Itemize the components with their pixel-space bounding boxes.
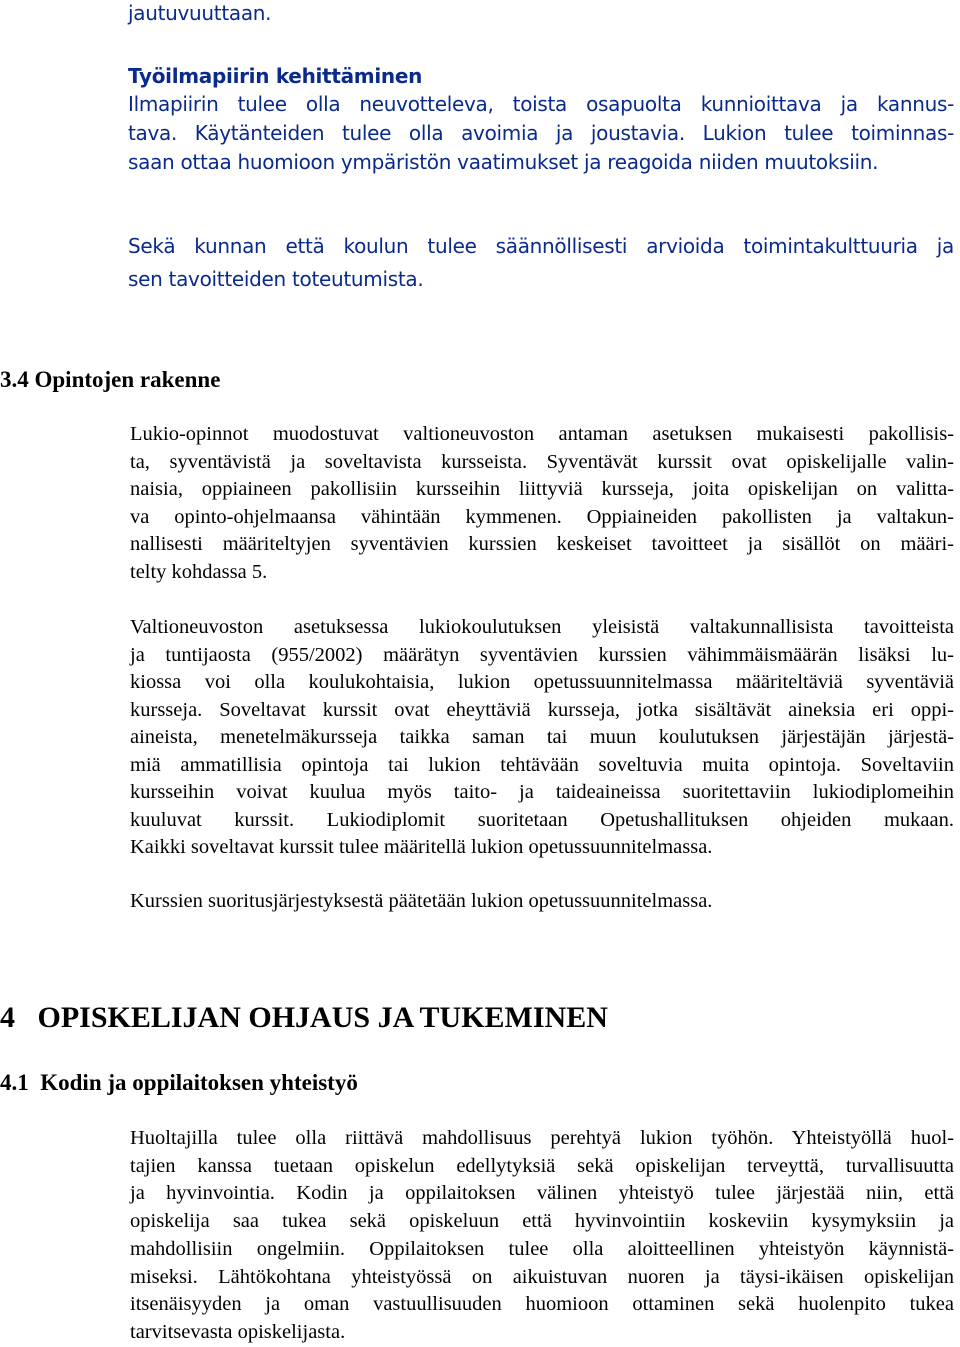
section-heading-3-4	[0, 364, 220, 396]
text-line: kiossa voi olla koulukohtaisia, lukion opetussuunnitelmassa määriteltäviä syventäviä	[130, 671, 954, 693]
text-line: Valtioneuvoston asetuksessa lukiokoulutuksen yleisistä valtakunnallisista tavoitteista	[130, 616, 954, 638]
text-line: Kaikki soveltavat kurssit tulee määritellä lukion opetussuunnitelmassa.	[130, 836, 713, 858]
workplace-paragraph	[128, 90, 954, 177]
text-line: Lukio-opinnot muodostuvat valtioneuvoston antaman asetuksen mukaisesti pakollisis-	[130, 423, 954, 445]
text-line: aineista, menetelmäkursseja taikka saman tai muun koulutuksen järjestäjän järjestä-	[130, 726, 954, 748]
paragraph-decree	[130, 614, 954, 862]
text-line: tarvitsevasta opiskelijasta.	[130, 1320, 346, 1343]
paragraph-home-school	[130, 1125, 954, 1347]
text-line: Huoltajilla tulee olla riittävä mahdollisuus perehtyä lukion työhön. Yhteistyöllä huol-	[130, 1127, 954, 1149]
text-line: Ilmapiirin tulee olla neuvotteleva, toista osapuolta kunnioittava ja kannus-	[128, 92, 954, 116]
section-heading-4-1	[0, 1066, 358, 1100]
subheading-text: Työilmapiirin kehittäminen	[128, 64, 423, 88]
continued-text	[128, 0, 271, 26]
paragraph-structure	[130, 421, 954, 586]
paragraph-order	[130, 888, 712, 916]
text-line: telty kohdassa 5.	[130, 560, 268, 583]
text-line: ta, syventävistä ja soveltavista kursseista. Syventävät kurssit ovat opiskelijalle valin-	[130, 450, 954, 473]
text-line: itsenäisyyden ja oman vastuullisuuden huomioon ottaminen sekä huolenpito tukea	[130, 1293, 954, 1316]
text-line: naisia, oppiaineen pakollisiin kursseihin liittyviä kursseja, joita opiskelijan on valitta-	[130, 478, 954, 500]
text-line: nallisesti määriteltyjen syventävien kurssien keskeiset tavoitteet ja sisällöt on määri-	[130, 533, 954, 555]
subheading-workplace	[128, 62, 422, 90]
text-line: va opinto-ohjelmaansa vähintään kymmenen. Oppiaineiden pakollisten ja valtakun-	[130, 505, 954, 528]
text-line: kursseihin voivat kuulua myös taito- ja taideaineissa suoritettaviin lukiodiplomeihin	[130, 781, 954, 803]
text-line: ja tuntijaosta (955/2002) määrätyn syventävien kurssien vähimmäismäärän lisäksi lu-	[130, 643, 954, 666]
heading-text: 4 OPISKELIJAN OHJAUS JA TUKEMINEN	[0, 1001, 608, 1034]
text-line: mahdollisiin ongelmiin. Oppilaitoksen tulee olla aloitteellinen yhteistyön käynnistä-	[130, 1237, 954, 1260]
text-line: tava. Käytänteiden tulee olla avoimia ja joustavia. Lukion tulee toiminnas-	[128, 121, 954, 145]
text-line: kursseja. Soveltavat kurssit ovat eheyttäviä kursseja, jotka sisältävät aineksia eri oppi-	[130, 698, 954, 721]
text-line: saan ottaa huomioon ympäristön vaatimukset ja reagoida niiden muutoksiin.	[128, 150, 879, 174]
text-line: miseksi. Lähtökohtana yhteistyössä on aikuistuvan nuoren ja täysi-ikäisen opiskelijan	[130, 1265, 954, 1288]
text-line: jautuvuuttaan.	[128, 1, 272, 25]
text-line: miä ammatillisia opintoja tai lukion tehtävään soveltuvia muita opintoja. Soveltaviin	[130, 753, 954, 776]
text-line: Kurssien suoritusjärjestyksestä päätetään lukion opetussuunnitelmassa.	[130, 890, 713, 912]
text-line: opiskelija saa tukea sekä opiskeluun että hyvinvointiin koskeviin kysymyksiin ja	[130, 1210, 954, 1233]
text-line: sen tavoitteiden toteutumista.	[128, 267, 424, 291]
chapter-heading-4	[0, 998, 608, 1038]
evaluation-paragraph	[128, 230, 954, 296]
heading-text: 3.4 Opintojen rakenne	[0, 367, 221, 392]
heading-text: 4.1 Kodin ja oppilaitoksen yhteistyö	[0, 1070, 358, 1095]
text-line: Sekä kunnan että koulun tulee säännöllisesti arvioida toimintakulttuuria ja	[128, 234, 954, 258]
text-line: kuuluvat kurssit. Lukiodiplomit suoritetaan Opetushallituksen ohjeiden mukaan.	[130, 808, 954, 831]
text-line: ja hyvinvointia. Kodin ja oppilaitoksen välinen yhteistyö tulee järjestää niin, että	[130, 1182, 954, 1205]
text-line: tajien kanssa tuetaan opiskelun edellytyksiä sekä opiskelijan terveyttä, turvallisuutta	[130, 1154, 954, 1177]
